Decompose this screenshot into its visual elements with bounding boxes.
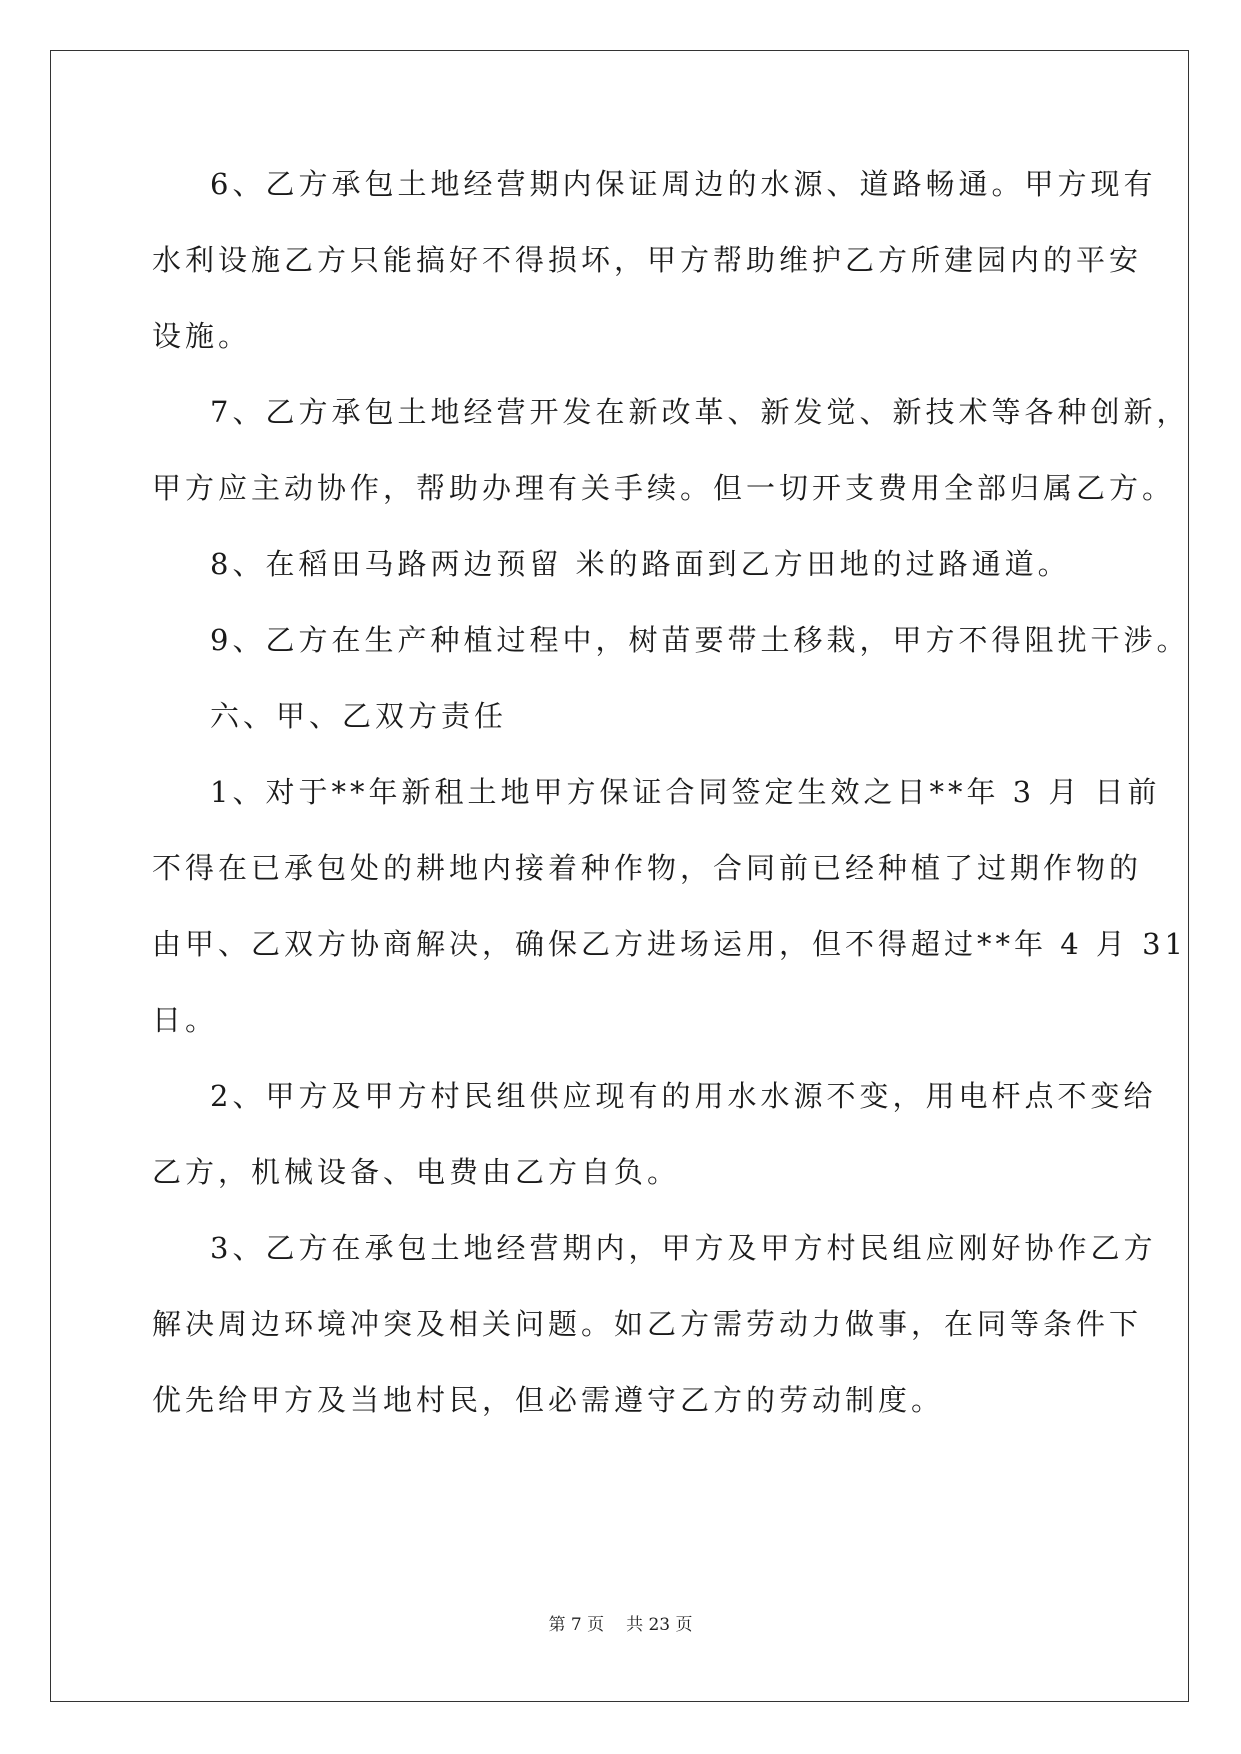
- text-line: 水利设施乙方只能搞好不得损坏，甲方帮助维护乙方所建园内的平安: [152, 243, 1143, 277]
- text-line: 日。: [152, 1003, 219, 1037]
- text-line: 优先给甲方及当地村民，但必需遵守乙方的劳动制度。: [152, 1383, 945, 1417]
- page-footer: [0, 1610, 1241, 1635]
- text-line: 乙方，机械设备、电费由乙方自负。: [152, 1155, 681, 1189]
- text-line: 9、乙方在生产种植过程中，树苗要带土移栽，甲方不得阻扰干涉。: [210, 623, 1190, 657]
- text-line: 设施。: [152, 319, 252, 353]
- text-line: 1、对于**年新租土地甲方保证合同签定生效之日**年 3 月 日前: [210, 775, 1161, 809]
- text-line: 3、乙方在承包土地经营期内，甲方及甲方村民组应刚好协作乙方: [210, 1231, 1157, 1265]
- text-line: 解决周边环境冲突及相关问题。如乙方需劳动力做事，在同等条件下: [152, 1307, 1143, 1341]
- text-line: 2、甲方及甲方村民组供应现有的用水水源不变，用电杆点不变给: [210, 1079, 1157, 1113]
- document-body: [152, 162, 1190, 1454]
- page-number-current: 第 7 页: [548, 1615, 605, 1635]
- text-line: 不得在已承包处的耕地内接着种作物，合同前已经种植了过期作物的: [152, 851, 1143, 885]
- text-line: 由甲、乙双方协商解决，确保乙方进场运用，但不得超过**年 4 月 31: [152, 927, 1188, 961]
- text-line: 甲方应主动协作，帮助办理有关手续。但一切开支费用全部归属乙方。: [152, 471, 1176, 505]
- section-heading: 六、甲、乙双方责任: [210, 699, 508, 733]
- text-line: 6、乙方承包土地经营期内保证周边的水源、道路畅通。甲方现有: [210, 167, 1157, 201]
- page-number-total: 共 23 页: [626, 1615, 693, 1635]
- text-line: 7、乙方承包土地经营开发在新改革、新发觉、新技术等各种创新，: [210, 395, 1190, 429]
- text-line: 8、在稻田马路两边预留 米的路面到乙方田地的过路通道。: [210, 547, 1071, 581]
